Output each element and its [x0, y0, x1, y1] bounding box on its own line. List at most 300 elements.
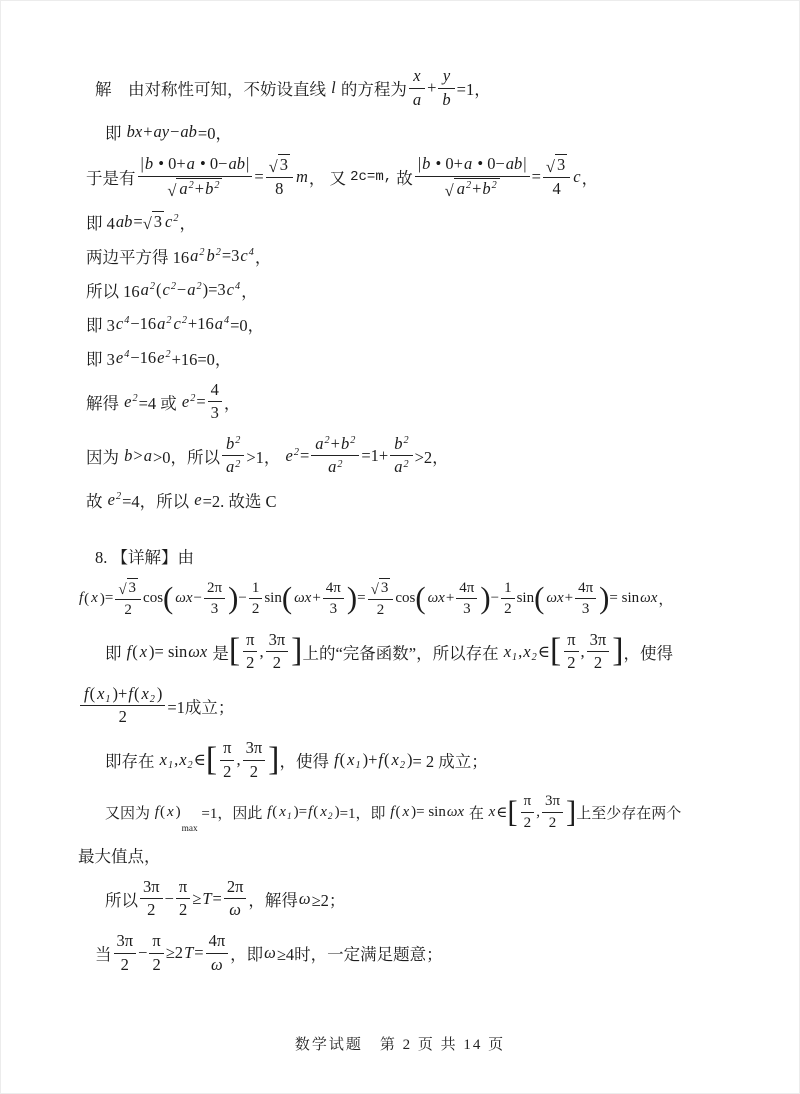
denominator [543, 178, 570, 200]
bracket-group [132, 642, 154, 662]
text-run: , [580, 641, 585, 661]
text-run: =0， [197, 124, 232, 144]
math-variable: f [79, 590, 84, 607]
group-body [318, 804, 334, 821]
math-variable: a [143, 445, 152, 465]
open-delimiter: [ [228, 632, 241, 670]
math-variable: f [267, 804, 272, 820]
text-run: 2 [118, 707, 127, 727]
math-line-10 [78, 434, 768, 478]
math-line-13 [78, 578, 768, 620]
math-variable: b [124, 445, 133, 465]
superscript: 2 [324, 435, 330, 447]
text-run: 8. 【详解】由 [95, 548, 194, 567]
denominator [390, 456, 412, 478]
text-run: ，即 [230, 945, 264, 965]
radical-sign-icon: √ [167, 181, 177, 200]
group-body [345, 750, 362, 770]
text-run: sin [264, 590, 282, 607]
math-line-8 [78, 346, 768, 370]
radical-sign-icon: √ [118, 581, 127, 598]
denominator [521, 813, 535, 833]
math-variable: x [402, 804, 410, 820]
group-body [544, 579, 599, 620]
superscript: 4 [124, 348, 130, 360]
text-run: 故 [392, 168, 413, 188]
fraction [140, 877, 163, 921]
math-variable: $e^2$ [181, 391, 196, 411]
text-run: ，使得 [279, 752, 334, 772]
text-run: =1，因此 [197, 806, 267, 822]
text-run: 于是有 [86, 168, 136, 188]
math-line-17: 又因为 f ( x ) max =1，因此 f ( x1 ) = f ( x2 ) =1，即 f ( x ) = sin ωx 在 x ∈ [ $\frac{\pi}{2}$ , $\frac{3\pi}{2}$ ] 上至少存在两个 [105, 793, 682, 834]
math-variable: $a^2$ [157, 313, 172, 333]
group-body [277, 804, 293, 821]
fraction [204, 579, 225, 620]
text-run: 又因为 [105, 806, 154, 822]
open-delimiter: ( [534, 580, 545, 615]
radical [546, 154, 567, 176]
group-body [240, 630, 291, 674]
superscript: 2 [165, 348, 171, 360]
superscript: 2 [337, 458, 343, 470]
fraction [114, 931, 137, 975]
denominator [415, 177, 530, 200]
math-variable: bx [126, 122, 143, 142]
text-run: 所以 16 [86, 281, 140, 301]
text-run: = [357, 590, 366, 607]
text-run: • 0− [473, 154, 505, 174]
close-delimiter: ] [612, 632, 624, 670]
math-line-5 [78, 244, 768, 268]
bracket-group [84, 590, 105, 607]
text-run: , [536, 804, 540, 820]
math-line-18 [78, 843, 768, 867]
radical [445, 178, 500, 200]
subscript: 2 [187, 760, 193, 772]
math-variable: $e^2$ [285, 445, 299, 465]
fraction [149, 931, 163, 975]
fraction [521, 792, 535, 833]
close-delimiter: ) [599, 580, 610, 615]
denominator [266, 652, 289, 674]
math-variable: f [84, 683, 89, 703]
open-delimiter: [ [205, 740, 218, 778]
math-variable: $c^4$ [226, 279, 241, 299]
numerator [575, 579, 596, 600]
math-variable: x1 [279, 804, 292, 822]
text-run: • 0− [195, 154, 228, 174]
fraction [80, 684, 165, 728]
math-variable: b [442, 89, 451, 109]
bracket-group [534, 579, 609, 620]
math-line-20 [78, 931, 768, 975]
text-run: ≥2 [165, 943, 184, 963]
numerator [543, 154, 570, 178]
math-variable: $a^2$ [187, 279, 202, 299]
math-variable: ab [228, 154, 245, 174]
math-variable: ab [115, 211, 133, 231]
fraction [224, 877, 247, 921]
group-body [292, 579, 347, 620]
superscript: 2 [350, 435, 356, 447]
math-variable: $c^2$ [165, 211, 179, 231]
close-delimiter: ) [334, 804, 340, 821]
numerator [521, 792, 535, 813]
close-delimiter: ) [112, 684, 119, 704]
text-run: 故 [86, 492, 107, 511]
bracket-group [163, 579, 238, 620]
math-line-9 [78, 380, 768, 424]
text-run: + [564, 590, 574, 607]
text-run: ，解得 [248, 890, 298, 910]
denominator [114, 954, 137, 976]
fraction [208, 380, 222, 424]
text-run: = sin [154, 641, 188, 661]
text-run: 解 由对称性可知，不妨设直线 [95, 80, 331, 100]
text-run: , [518, 641, 523, 661]
text-run: 是 [208, 643, 229, 663]
denominator [323, 599, 344, 619]
text-run: π [567, 629, 576, 649]
text-run: ， [179, 213, 196, 233]
text-run: 2π [207, 579, 223, 596]
math-variable: ωx [546, 590, 564, 607]
text-run: 解得 [86, 393, 124, 413]
superscript: 2 [149, 280, 155, 292]
open-delimiter: ( [159, 804, 165, 821]
text-run: 3 [210, 601, 219, 618]
math-variable: x2 [320, 804, 333, 822]
superscript: 2 [115, 491, 122, 503]
superscript: 4 [124, 314, 130, 326]
math-variable: $e^4$ [115, 347, 130, 367]
fraction [542, 792, 563, 833]
denominator [243, 652, 257, 674]
close-delimiter: ) [480, 580, 491, 615]
text-run: + [312, 590, 321, 607]
numerator [208, 380, 222, 403]
subscript: 2 [149, 693, 155, 705]
math-line-15 [78, 684, 768, 728]
text-run: =0， [230, 315, 265, 335]
math-variable: $e^2$ [107, 490, 122, 509]
close-delimiter: ] [566, 794, 577, 829]
math-variable: $c^2$ [162, 279, 176, 299]
math-variable: b [422, 154, 431, 174]
superscript: 2 [465, 180, 472, 192]
open-delimiter: ( [84, 590, 90, 607]
fraction [115, 578, 141, 620]
text-run: 3 [128, 580, 137, 596]
text-run: + [472, 178, 482, 198]
superscript: 2 [491, 180, 497, 192]
close-delimiter: ] [291, 632, 303, 670]
text-run: = sin [416, 804, 446, 820]
open-delimiter: ( [133, 684, 140, 704]
text-run: , [174, 750, 179, 770]
fraction [266, 630, 289, 674]
math-variable: f [308, 804, 313, 820]
radical-sign-icon: √ [268, 157, 278, 177]
open-delimiter: ( [272, 804, 278, 821]
denominator [140, 899, 163, 921]
text-run: 即存在 [105, 752, 159, 772]
math-variable: ωx [188, 641, 208, 661]
math-variable: x2 [391, 750, 405, 772]
text-run: ，使得 [623, 643, 674, 663]
text-run: − [164, 888, 174, 908]
math-variable: f [128, 683, 133, 703]
text-run: 3 [556, 155, 566, 175]
numerator [587, 630, 610, 653]
math-variable: ω [264, 943, 276, 963]
text-run: 3π [245, 738, 263, 757]
math-variable: x2 [179, 750, 193, 772]
text-run: =2. 故选 C [202, 492, 277, 511]
text-run: | [417, 154, 422, 174]
math-line-12 [78, 544, 768, 568]
math-variable: $a^2$ [140, 279, 155, 299]
text-run: =3 [221, 245, 240, 265]
text-run: 2 [251, 601, 260, 618]
fraction [390, 434, 412, 478]
text-run: 2 [147, 900, 156, 920]
text-run: 3 [153, 212, 162, 231]
superscript: 2 [196, 280, 202, 292]
math-line-1 [78, 66, 768, 110]
text-run: 4 [210, 379, 219, 399]
numerator [204, 579, 225, 600]
text-run: ( [155, 279, 162, 299]
math-variable: $a^2$ [315, 433, 330, 453]
text-run: 因为 [86, 447, 124, 467]
math-variable: $a^2$ [226, 457, 241, 477]
numerator [368, 578, 394, 600]
denominator [208, 402, 222, 424]
fraction [138, 154, 253, 199]
math-variable: ωx [175, 590, 193, 607]
numerator [409, 66, 425, 89]
text-run: − [193, 590, 203, 607]
text-run: =1+ [361, 445, 389, 465]
text-run: 1 [251, 579, 260, 596]
text-run: | [140, 154, 144, 174]
denominator [249, 599, 263, 619]
numerator [415, 154, 530, 177]
group-body [518, 792, 566, 833]
text-run: − [238, 590, 247, 607]
text-run: 1 [504, 579, 512, 596]
numerator [222, 434, 244, 457]
text-run: 4π [578, 579, 594, 596]
radical-sign-icon: √ [370, 581, 379, 598]
text-run: − [138, 943, 148, 963]
math-variable: $b^2$ [340, 433, 356, 453]
open-delimiter: ( [89, 684, 96, 704]
text-run: 2π [226, 876, 244, 896]
fraction [543, 154, 570, 199]
math-variable: a [463, 154, 473, 174]
math-variable: $a^2$ [456, 178, 472, 198]
open-delimiter: ( [313, 804, 319, 821]
text-run: >1， [246, 447, 285, 467]
text-run: + [330, 433, 340, 453]
group-body [139, 684, 156, 705]
superscript: 2 [181, 314, 187, 326]
group-body [390, 750, 407, 770]
fraction [249, 579, 263, 620]
math-variable: ω [211, 954, 223, 974]
text-run: =4，所以 [122, 492, 194, 511]
text-run: ， [241, 281, 258, 301]
radical [371, 578, 391, 598]
text-run: π [246, 629, 255, 649]
text-run: ∈ [193, 750, 206, 770]
bracket-group [340, 750, 368, 770]
mono-text: 2c=m, [350, 168, 393, 185]
open-delimiter: ( [395, 804, 401, 821]
math-variable: ay [153, 122, 170, 142]
math-variable: f [126, 641, 132, 661]
text-run: cos [395, 590, 416, 607]
superscript: 2 [170, 280, 176, 292]
math-variable: $a^2$ [328, 457, 343, 477]
text-run: 4 [552, 178, 561, 198]
group-body [217, 738, 268, 782]
math-variable: f [378, 750, 383, 770]
text-run: 上的“完备函数”，所以存在 [302, 643, 503, 663]
open-delimiter: ( [281, 580, 293, 615]
fraction [368, 578, 394, 620]
denominator [564, 652, 578, 674]
math-variable: $b^2$ [205, 178, 220, 198]
text-run: | [246, 154, 250, 174]
math-variable: x1 [159, 750, 174, 772]
denominator [80, 706, 165, 728]
text-run: 2 [249, 761, 258, 781]
text-run: 4π [325, 579, 341, 596]
denominator [222, 456, 244, 478]
text-run: = [212, 888, 222, 908]
fraction [243, 738, 266, 782]
group-body [561, 630, 612, 674]
text-run: =1，即 [339, 806, 390, 822]
math-variable: $b^2$ [482, 178, 497, 198]
text-run: 3 [380, 580, 389, 596]
denominator [409, 89, 425, 111]
open-delimiter: ( [339, 750, 346, 770]
math-variable: x [139, 641, 148, 661]
text-run: 3 [463, 601, 471, 618]
text-run: 3π [143, 876, 160, 896]
numerator [564, 630, 578, 653]
text-run: > [133, 445, 143, 465]
subscript: 1 [167, 760, 174, 772]
radical-sign-icon: √ [444, 181, 454, 200]
text-run: ≥4时，一定满足题意； [276, 945, 443, 965]
text-run: π [178, 876, 188, 896]
numerator [138, 154, 253, 177]
text-run: , [236, 750, 241, 770]
math-variable: ab [505, 154, 523, 174]
text-run: = [254, 166, 264, 186]
math-variable: x1 [347, 750, 361, 772]
radicand [152, 211, 164, 232]
numerator [149, 931, 163, 954]
numerator [501, 579, 515, 600]
superscript: 2 [293, 447, 299, 459]
bracket-group [313, 804, 339, 821]
superscript: 2 [235, 435, 241, 447]
math-variable: x [413, 66, 421, 85]
text-run: 2 [567, 653, 576, 673]
math-variable: e [194, 490, 202, 509]
open-delimiter: ( [415, 580, 426, 615]
text-run: − [490, 590, 500, 607]
text-run: π [223, 738, 232, 757]
close-delimiter: ) [149, 641, 155, 661]
text-run: 两边平方得 16 [86, 247, 190, 267]
superscript: 2 [173, 212, 179, 224]
denominator [243, 761, 266, 783]
text-run: ， [223, 393, 241, 413]
math-line-4 [78, 210, 768, 234]
math-variable: y [442, 66, 451, 85]
text-run: ， [658, 592, 674, 609]
text-run: 即 3 [86, 315, 115, 335]
text-run: −16 [130, 347, 157, 367]
text-run: ∈ [537, 641, 550, 661]
math-variable: b [144, 154, 154, 174]
text-run: 4π [459, 579, 475, 596]
superscript: 2 [235, 458, 241, 470]
fraction [456, 579, 477, 620]
text-run: − [176, 279, 187, 299]
text-run: 即 4 [86, 213, 115, 233]
text-run: 2 [272, 653, 281, 673]
numerator [323, 579, 344, 600]
text-run: 2 [504, 601, 512, 618]
text-run: 3π [544, 793, 561, 810]
denominator [456, 599, 477, 619]
math-variable: f [334, 750, 339, 770]
denominator [368, 600, 394, 620]
radicand [278, 154, 290, 176]
denominator [220, 761, 234, 783]
math-variable: x2 [523, 641, 537, 663]
text-run: 3 [581, 601, 590, 618]
text-run: + [368, 750, 378, 770]
text-run: 3 [279, 155, 288, 175]
fraction [564, 630, 578, 674]
text-run: = sin [609, 590, 640, 607]
math-variable: ωx [294, 590, 312, 607]
subscript: 1 [286, 811, 292, 822]
numerator [80, 684, 165, 707]
math-variable: $b^2$ [206, 245, 221, 265]
numerator [249, 579, 263, 600]
math-line-6 [78, 278, 768, 302]
math-variable: f [390, 804, 395, 820]
math-variable: m [295, 166, 308, 186]
math-line-7 [78, 312, 768, 336]
radicand [555, 154, 567, 176]
bracket-group [415, 579, 490, 620]
text-run: = [194, 943, 204, 963]
math-variable: x1 [97, 683, 111, 705]
numerator [311, 434, 359, 457]
